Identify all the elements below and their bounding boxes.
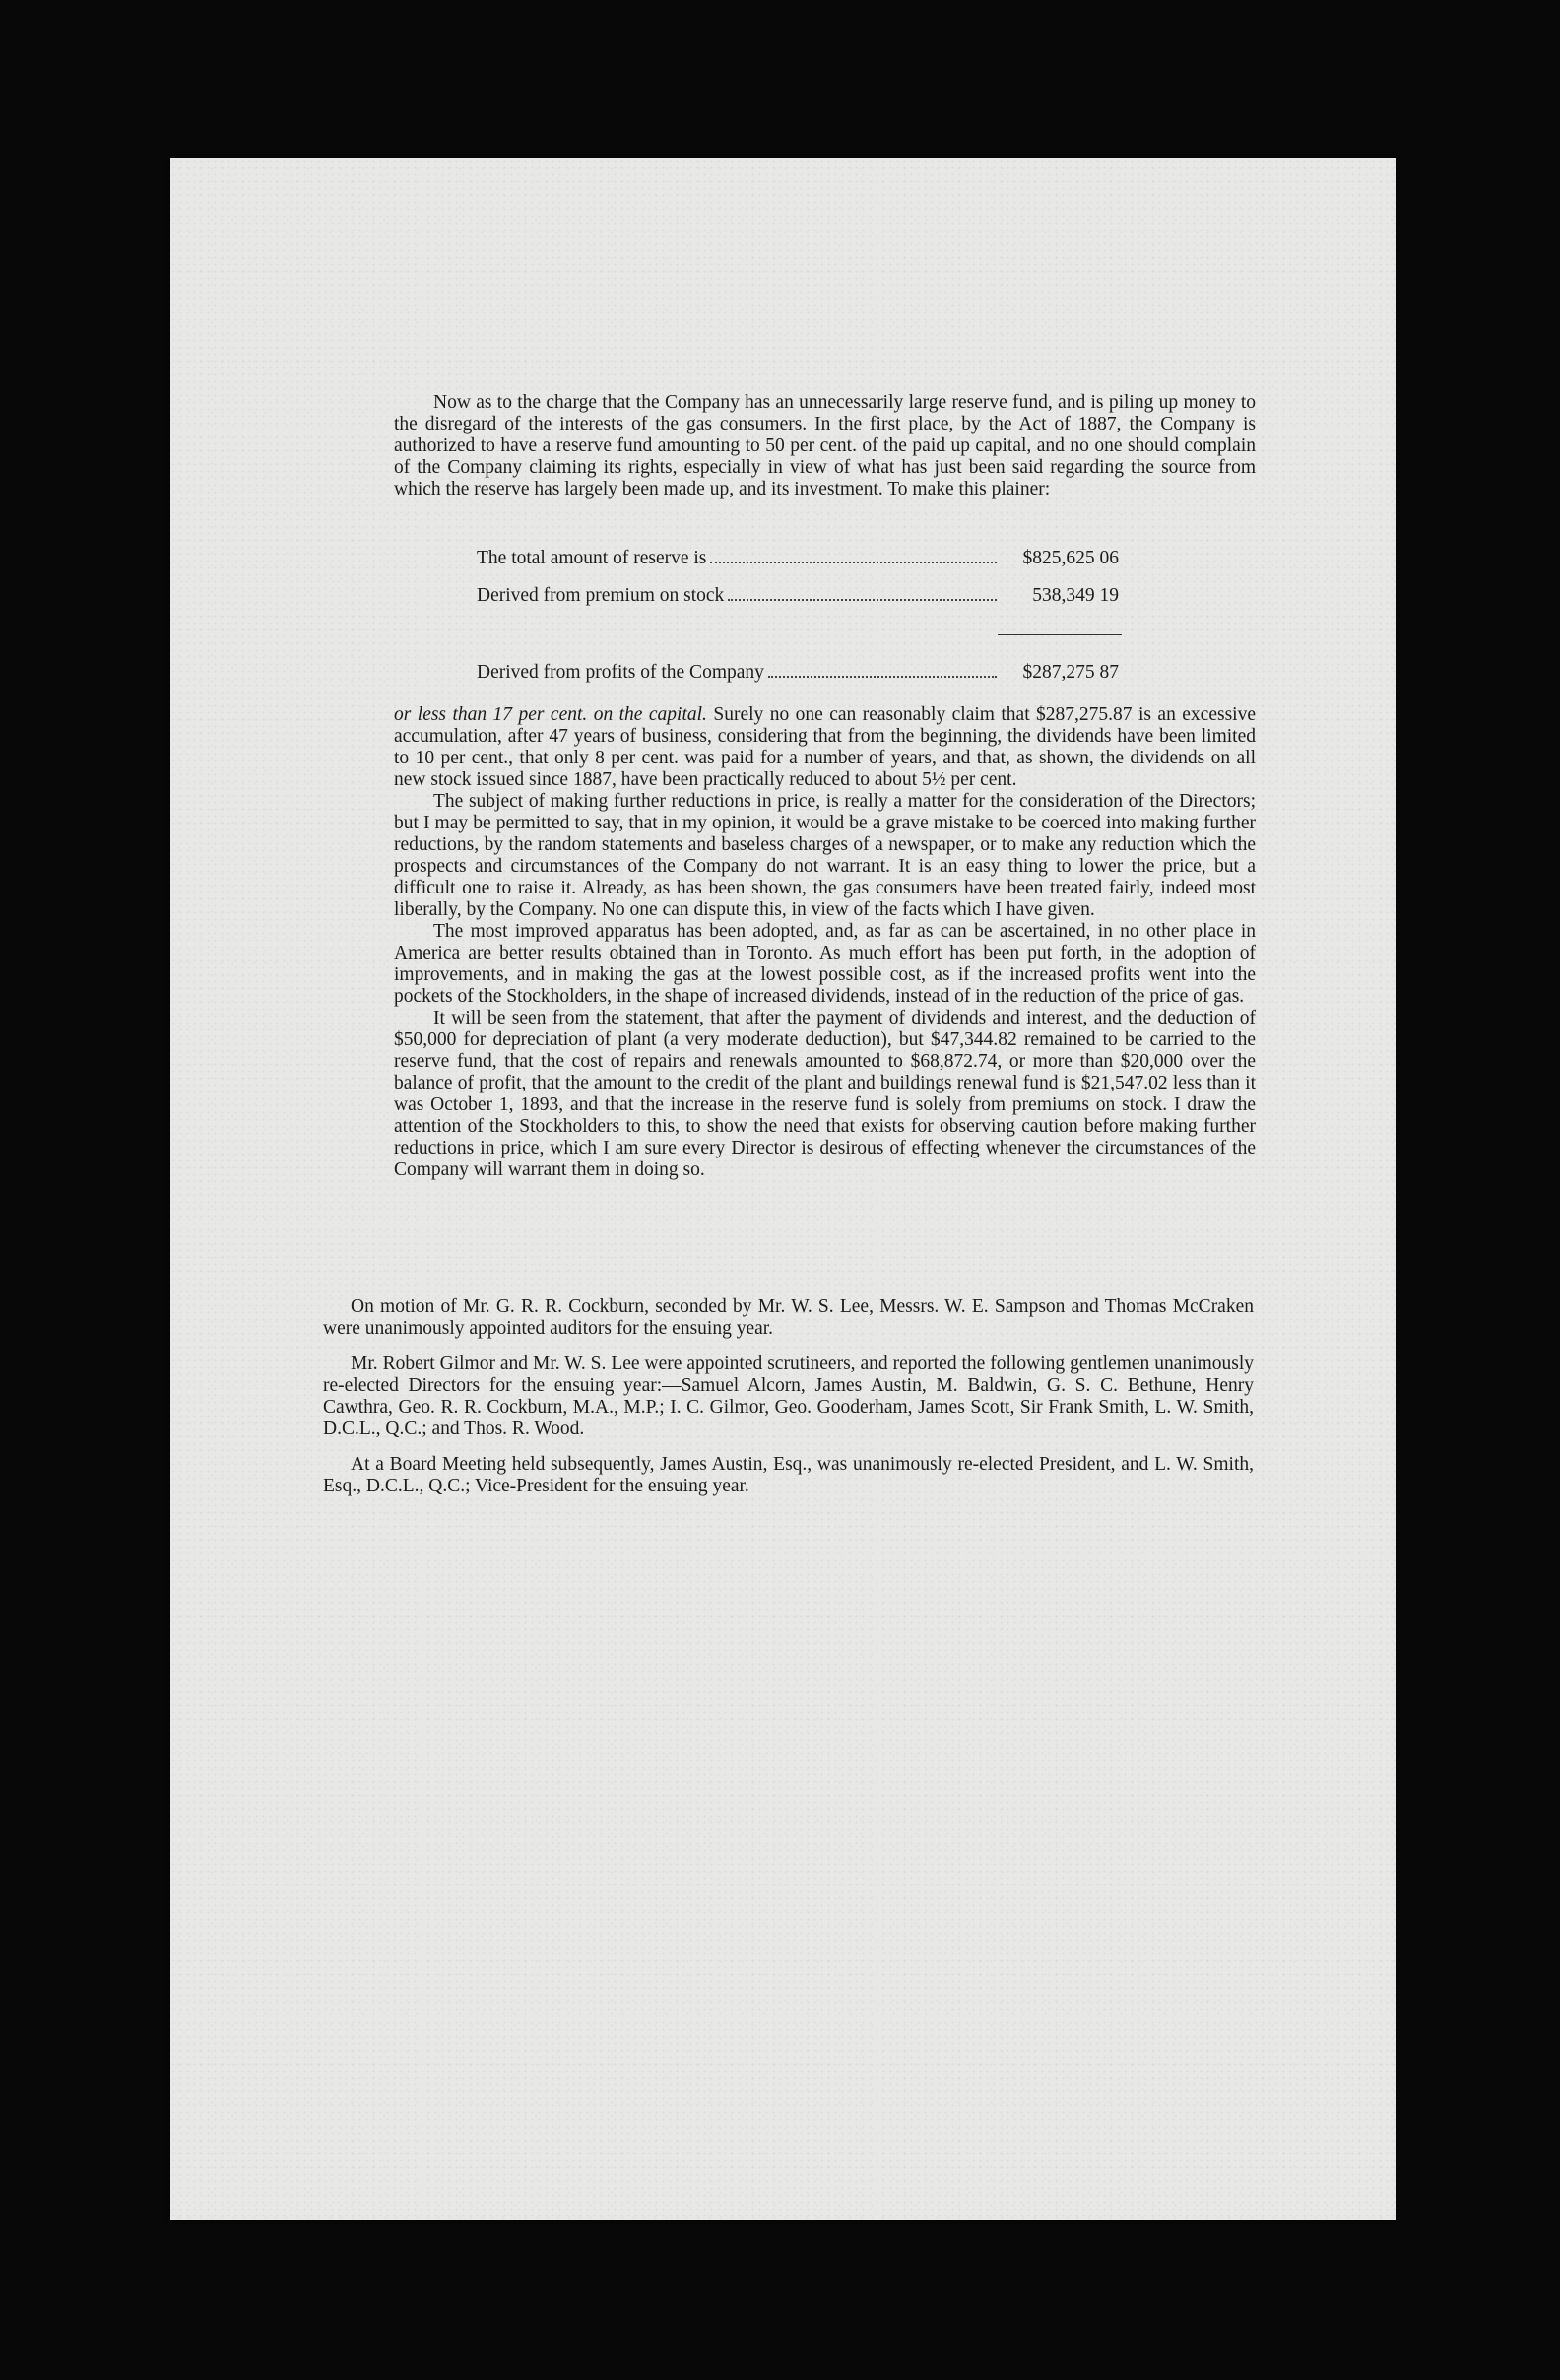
leader-dots bbox=[710, 562, 997, 563]
ledger-amount: $825,625 06 bbox=[1022, 548, 1119, 568]
paragraph-accumulation bbox=[394, 704, 1256, 791]
ledger-amount: 538,349 19 bbox=[1032, 585, 1119, 606]
intro-block bbox=[394, 392, 1256, 500]
document-page bbox=[170, 158, 1396, 2220]
reserve-ledger bbox=[477, 548, 1119, 623]
paragraph-board: At a Board Meeting held subsequently, James Austin, Esq., was unanimously re-elected President, and L. W. Smith, Esq., D.C.L., Q.C.; Vice-President for the ensuing year. bbox=[323, 1454, 1254, 1496]
paragraph-text: Surely no one can reasonably claim that $287,275.87 is an excessive accumulation, after 47 years of business, considering that from the beginning, the dividends have been limited to 10 per cent., that only 8 per cent. was paid for a number of years, and that, as shown, the dividends on all new stock issued since 1887, have been practically reduced to about 5½ per cent. bbox=[394, 704, 1256, 790]
ledger-label: Derived from premium on stock bbox=[477, 585, 725, 606]
paragraph-apparatus: The most improved apparatus has been adopted, and, as far as can be ascertained, in no other place in America are better results obtained than in Toronto. As much effort has been put forth, in the adoption of improvements, and in making the gas at the lowest possible cost, as if the increased profits went into the pockets of the Stockholders, in the shape of increased dividends, instead of in the reduction of the price of gas. bbox=[394, 921, 1256, 1007]
ledger-amount: $287,275 87 bbox=[1022, 662, 1119, 683]
sum-rule bbox=[998, 634, 1122, 635]
ledger-row-total bbox=[477, 548, 1119, 585]
intro-paragraph: Now as to the charge that the Company has an unnecessarily large reserve fund, and is piling up money to the disregard of the interests of the gas consumers. In the first place, by the Act of 1887, the Company is authorized to have a reserve fund amounting to 50 per cent. of the paid up capital, and no one should complain of the Company claiming its rights, especially in view of what has just been said regarding the source from which the reserve has largely been made up, and its investment. To make this plainer: bbox=[394, 392, 1256, 499]
leader-dots bbox=[768, 676, 997, 678]
paragraph-scrutineers: Mr. Robert Gilmor and Mr. W. S. Lee were appointed scrutineers, and reported the following gentlemen unanimously re-elected Directors for the ensuing year:—Samuel Alcorn, James Austin, M. Baldwin, G. S. C. Bethune, Henry Cawthra, Geo. R. R. Cockburn, M.A., M.P.; I. C. Gilmor, Geo. Gooderham, James Scott, Sir Frank Smith, L. W. Smith, D.C.L., Q.C.; and Thos. R. Wood. bbox=[323, 1354, 1254, 1439]
italic-phrase: or less than 17 per cent. on the capital. bbox=[394, 704, 707, 725]
minutes-block bbox=[323, 1296, 1254, 1511]
paragraph-reductions: The subject of making further reductions in price, is really a matter for the consideration of the Directors; but I may be permitted to say, that in my opinion, it would be a grave mistake to be coerced into making further reductions, by the random statements and baseless charges of a newspaper, or to make any reduction which the prospects and circumstances of the Company do not warrant. It is an easy thing to lower the price, but a difficult one to raise it. Already, as has been shown, the gas consumers have been treated fairly, indeed most liberally, by the Company. No one can dispute this, in view of the facts which I have given. bbox=[394, 791, 1256, 920]
leader-dots bbox=[728, 599, 997, 601]
ledger-label: Derived from profits of the Company bbox=[477, 662, 764, 683]
ledger-label: The total amount of reserve is bbox=[477, 548, 707, 568]
reserve-ledger-result bbox=[477, 662, 1119, 699]
argument-block bbox=[394, 704, 1256, 1181]
paragraph-auditors: On motion of Mr. G. R. R. Cockburn, seconded by Mr. W. S. Lee, Messrs. W. E. Sampson and Thomas McCraken were unanimously appointed auditors for the ensuing year. bbox=[323, 1296, 1254, 1339]
paragraph-statement: It will be seen from the statement, that after the payment of dividends and interest, and the deduction of $50,000 for depreciation of plant (a very moderate deduction), but $47,344.82 remained to be carried to the reserve fund, that the cost of repairs and renewals amounted to $68,872.74, or more than $20,000 over the balance of profit, that the amount to the credit of the plant and buildings renewal fund is $21,547.02 less than it was October 1, 1893, and that the increase in the reserve fund is solely from premiums on stock. I draw the attention of the Stockholders to this, to show the need that exists for observing caution before making further reductions in price, which I am sure every Director is desirous of effecting whenever the circumstances of the Company will warrant them in doing so. bbox=[394, 1008, 1256, 1180]
ledger-row-premium bbox=[477, 585, 1119, 623]
ledger-row-profits bbox=[477, 662, 1119, 699]
